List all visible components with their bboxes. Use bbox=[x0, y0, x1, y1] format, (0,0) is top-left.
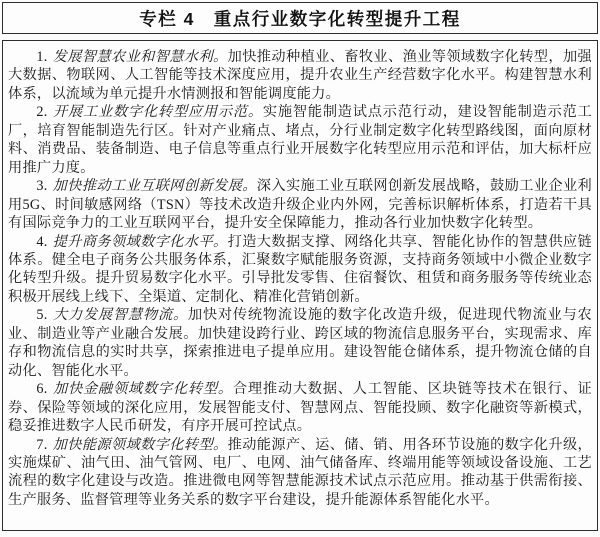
list-item-6 bbox=[8, 380, 592, 435]
item-number: 4. bbox=[36, 233, 48, 250]
item-lead: 加快能源领域数字化转型。 bbox=[52, 436, 228, 453]
list-item-7 bbox=[8, 436, 592, 510]
list-item-3 bbox=[8, 177, 592, 232]
panel-body bbox=[2, 40, 598, 531]
item-lead: 发展智慧农业和智慧水利。 bbox=[52, 49, 228, 65]
item-number: 3. bbox=[36, 178, 48, 195]
item-text: 深入实施工业互联网创新发展战略，鼓励工业企业利用5G、时间敏感网络（TSN）等技术改造升级企业内外网，完善标识解析体系，打造若干具有国际竞争力的工业互联网平台，提升安全保障能力，推动各行业加快数字化转型。 bbox=[8, 178, 592, 232]
panel-title: 专栏 4 重点行业数字化转型提升工程 bbox=[139, 8, 461, 29]
item-text: 打造大数据支撑、网络化共享、智能化协作的智慧供应链体系。健全电子商务公共服务体系，汇聚数字赋能服务资源，支持商务领域中小微企业数字化转型升级。提升贸易数字化水平。引导批发零售、住宿餐饮、租赁和商务服务等传统业态积极开展线上线下、全渠道、定制化、精准化营销创新。 bbox=[8, 233, 592, 305]
list-item-2 bbox=[8, 103, 592, 177]
item-text: 加快对传统物流设施的数字化改造升级，促进现代物流业与农业、制造业等产业融合发展。加快建设跨行业、跨区域的物流信息服务平台，实现需求、库存和物流信息的实时共享，探索推进电子提单应用。建设智能仓储体系，提升物流仓储的自动化、智能化水平。 bbox=[8, 307, 592, 379]
item-lead: 加快推动工业互联网创新发展。 bbox=[52, 178, 257, 195]
item-lead: 开展工业数字化转型应用示范。 bbox=[52, 104, 263, 121]
item-text: 推动能源产、运、储、销、用各环节设施的数字化升级，实施煤矿、油气田、油气管网、电厂、电网、油气储备库、终端用能等领域设备设施、工艺流程的数字化建设与改造。推进微电网等智慧能源技术试点示范应用。推动基于供需衔接、生产服务、监督管理等业务关系的数字平台建设，提升能源体系智能化水平。 bbox=[8, 436, 592, 508]
item-number: 5. bbox=[36, 307, 48, 324]
panel-title-box bbox=[2, 2, 598, 34]
item-number: 7. bbox=[36, 436, 48, 453]
item-text: 加快推动种植业、畜牧业、渔业等领域数字化转型，加强大数据、物联网、人工智能等技术深度应用，提升农业生产经营数字化水平。构建智慧水利体系，以流域为单元提升水情测报和智能调度能力。 bbox=[8, 49, 592, 102]
item-lead: 加快金融领域数字化转型。 bbox=[52, 381, 233, 398]
item-number: 1. bbox=[36, 49, 48, 65]
item-number: 2. bbox=[36, 104, 48, 121]
list-item-1 bbox=[8, 48, 592, 103]
list-item-5 bbox=[8, 306, 592, 380]
item-text: 合理推动大数据、人工智能、区块链等技术在银行、证券、保险等领域的深化应用，发展智能支付、智慧网点、智能投顾、数字化融资等新模式，稳妥推进数字人民币研发，有序开展可控试点。 bbox=[8, 381, 592, 435]
item-lead: 大力发展智慧物流。 bbox=[52, 307, 188, 324]
list-item-4 bbox=[8, 233, 592, 307]
item-number: 6. bbox=[36, 381, 48, 398]
item-text: 实施智能制造试点示范行动，建设智能制造示范工厂，培育智能制造先行区。针对产业痛点、堵点，分行业制定数字化转型路线图，面向原材料、消费品、装备制造、电子信息等重点行业开展数字化转型应用示范和评估，加大标杆应用推广力度。 bbox=[8, 104, 592, 176]
item-lead: 提升商务领域数字化水平。 bbox=[52, 233, 228, 250]
